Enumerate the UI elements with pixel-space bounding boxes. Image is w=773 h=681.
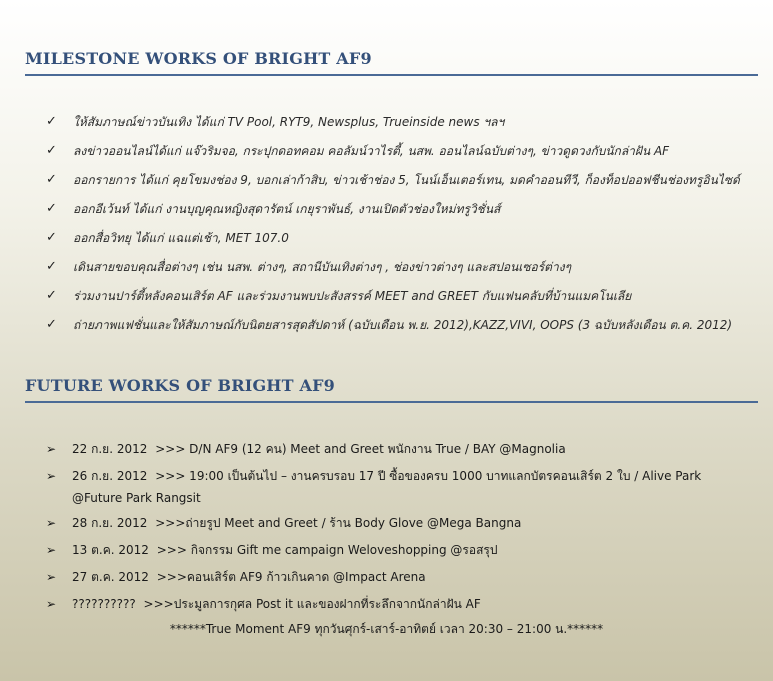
future-item xyxy=(46,539,701,566)
milestone-item-text: ร่วมงานปาร์ตี้หลังคอนเสิร์ต AF และร่วมงานพบปะสังสรรค์ MEET and GREET กับแฟนคลับที่บ้านแมคโนเลีย xyxy=(73,289,632,303)
milestone-item xyxy=(46,198,740,227)
future-item-text: >>>ประมูลการกุศล Post it และของฝากที่ระลึกจากนักล่าฝัน AF xyxy=(143,597,481,611)
future-item-text: >>>คอนเสิร์ต AF9 ก้าวเกินคาด @Impact Arena xyxy=(156,570,426,584)
milestone-list xyxy=(46,111,740,343)
future-item-text: >>> กิจกรรม Gift me campaign Weloveshopping @รอสรุป xyxy=(156,543,498,557)
check-icon: ✓ xyxy=(46,230,57,245)
milestone-item-text: ออกอีเว้นท์ ได้แก่ งานบุญคุณหญิงสุดารัตน์ เกยุราพันธ์, งานเปิดตัวช่องใหม่ทรูวิชั่นส์ xyxy=(73,202,501,216)
milestone-item-text: ให้สัมภาษณ์ข่าวบันเทิง ได้แก่ TV Pool, RYT9, Newsplus, Trueinside news ฯลฯ xyxy=(73,115,505,129)
milestone-item xyxy=(46,140,740,169)
broadcast-footer-text: ******True Moment AF9 ทุกวันศุกร์-เสาร์-อาทิตย์ เวลา 20:30 – 21:00 น.****** xyxy=(169,622,604,636)
future-item xyxy=(46,566,701,593)
future-list xyxy=(46,438,701,620)
future-item xyxy=(46,593,701,620)
future-item-date: ?????????? xyxy=(72,597,136,611)
check-icon: ✓ xyxy=(46,143,57,158)
milestone-divider xyxy=(25,74,758,76)
arrow-icon: ➢ xyxy=(46,570,57,584)
future-item-text-continued: @Future Park Rangsit xyxy=(72,491,201,505)
check-icon: ✓ xyxy=(46,114,57,129)
check-icon: ✓ xyxy=(46,201,57,216)
milestone-item-text: ออกสื่อวิทยุ ได้แก่ แฉแต่เช้า, MET 107.0 xyxy=(73,231,289,245)
future-heading: FUTURE WORKS OF BRIGHT AF9 xyxy=(25,376,336,395)
future-divider xyxy=(25,401,758,403)
future-item-text: >>>ถ่ายรูป Meet and Greet / ร้าน Body Glove @Mega Bangna xyxy=(155,516,522,530)
check-icon: ✓ xyxy=(46,288,57,303)
milestone-item xyxy=(46,169,740,198)
milestone-item-text: ลงข่าวออนไลน์ได้แก่ แจ๊วริมจอ, กระปุกดอทคอม คอลัมน์วาไรตี้, นสพ. ออนไลน์ฉบับต่างๆ, ข่าวดูดวงกับนักล่าฝัน AF xyxy=(73,144,670,158)
milestone-item-text: เดินสายขอบคุณสื่อต่างๆ เช่น นสพ. ต่างๆ, สถานีบันเทิงต่างๆ , ช่องข่าวต่างๆ และสปอนเซอร์ต่างๆ xyxy=(73,260,572,274)
milestone-item xyxy=(46,314,740,343)
check-icon: ✓ xyxy=(46,317,57,332)
future-item-date: 28 ก.ย. 2012 xyxy=(72,516,148,530)
arrow-icon: ➢ xyxy=(46,442,57,456)
arrow-icon: ➢ xyxy=(46,516,57,530)
milestone-item xyxy=(46,111,740,140)
milestone-item xyxy=(46,256,740,285)
future-item-date: 13 ต.ค. 2012 xyxy=(72,543,149,557)
future-item xyxy=(46,512,701,539)
future-item-date: 26 ก.ย. 2012 xyxy=(72,469,148,483)
arrow-icon: ➢ xyxy=(46,543,57,557)
check-icon: ✓ xyxy=(46,259,57,274)
milestone-item xyxy=(46,285,740,314)
future-item-text: >>> D/N AF9 (12 คน) Meet and Greet พนักงาน True / BAY @Magnolia xyxy=(155,442,566,456)
milestone-heading: MILESTONE WORKS OF BRIGHT AF9 xyxy=(25,49,372,68)
arrow-icon: ➢ xyxy=(46,469,57,483)
future-item xyxy=(46,465,701,512)
broadcast-footer xyxy=(0,620,773,639)
check-icon: ✓ xyxy=(46,172,57,187)
arrow-icon: ➢ xyxy=(46,597,57,611)
future-item-date: 22 ก.ย. 2012 xyxy=(72,442,148,456)
milestone-item xyxy=(46,227,740,256)
future-item-text: >>> 19:00 เป็นต้นไป – งานครบรอบ 17 ปี ซื้อของครบ 1000 บาทแลกบัตรคอนเสิร์ต 2 ใบ / Alive Park xyxy=(155,469,702,483)
milestone-item-text: ถ่ายภาพแฟชั่นและให้สัมภาษณ์กับนิตยสารสุดสัปดาห์ (ฉบับเดือน พ.ย. 2012),KAZZ,VIVI, OOPS (3 ฉบับหลังเดือน ต.ค. 2012) xyxy=(73,318,733,332)
milestone-item-text: ออกรายการ ได้แก่ คุยโขมงช่อง 9, บอกเล่าก้าสิบ, ข่าวเช้าช่อง 5, โนน์เอ็นเตอร์เทน, มดคำออนทีวี, ก็องท็อปออฟชีนช่องทรูอินไซด์ xyxy=(73,173,740,187)
future-item-date: 27 ต.ค. 2012 xyxy=(72,570,149,584)
future-item xyxy=(46,438,701,465)
